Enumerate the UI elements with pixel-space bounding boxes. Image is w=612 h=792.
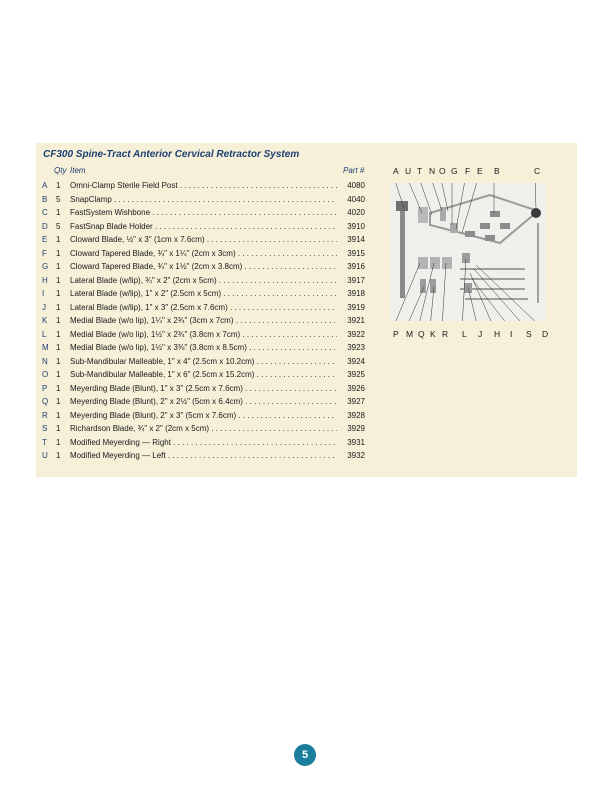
item-qty: 1 — [56, 451, 61, 460]
item-qty: 1 — [56, 424, 61, 433]
item-qty: 5 — [56, 194, 61, 204]
item-part-number: 3926 — [345, 382, 365, 396]
figure-label: S — [526, 329, 532, 339]
item-qty: 1 — [56, 248, 61, 258]
list-item — [40, 247, 365, 261]
item-letter: G — [42, 262, 49, 271]
item-description: Sub-Mandibular Malleable, 1" x 6" (2.5cm x 15.2cm) . . . — [70, 368, 337, 382]
item-description: Cloward Tapered Blade, ¾" x 1½" (2cm x 3.8cm) . . . — [70, 260, 337, 274]
item-qty: 5 — [56, 221, 61, 231]
item-part-number: 3923 — [345, 341, 365, 355]
item-qty: 1 — [56, 289, 61, 298]
item-part-number: 4080 — [345, 179, 365, 193]
list-item — [40, 287, 365, 301]
item-description: FastSystem Wishbone . . . — [70, 206, 337, 220]
item-part-number: 3929 — [345, 422, 365, 436]
item-letter: J — [42, 302, 46, 312]
item-description: Omni-Clamp Sterile Field Post . . . — [70, 179, 337, 193]
item-part-number: 3916 — [345, 260, 365, 274]
figure-label: D — [542, 329, 549, 339]
item-part-number: 3932 — [345, 449, 365, 463]
item-description: Medial Blade (w/o lip), 1½" x 2¾" (3.8cm x 7cm) . . . — [70, 328, 337, 342]
figure-label: L — [462, 329, 467, 339]
item-part-number: 3919 — [345, 301, 365, 315]
item-qty: 1 — [56, 208, 61, 217]
item-part-number: 3924 — [345, 355, 365, 369]
part-column-header: Part # — [343, 166, 365, 175]
list-item — [40, 449, 365, 463]
item-qty: 1 — [56, 437, 61, 447]
item-part-number: 3927 — [345, 395, 365, 409]
item-part-number: 4040 — [345, 193, 365, 207]
list-item — [40, 382, 365, 396]
product-code: CF300 — [43, 149, 74, 160]
item-description: Meyerding Blade (Blunt), 2" x 2½" (5cm x 6.4cm) . . . — [70, 395, 337, 409]
item-description: Lateral Blade (w/lip), 1" x 2" (2.5cm x 5cm) . . . — [70, 287, 337, 301]
item-letter: N — [42, 356, 48, 366]
figure-label: T — [417, 166, 423, 176]
item-qty: 1 — [56, 262, 61, 271]
figure-label: B — [494, 166, 500, 176]
item-letter: P — [42, 383, 48, 393]
item-qty: 1 — [56, 302, 61, 312]
item-column-header: Item — [70, 166, 86, 175]
list-item — [40, 179, 365, 193]
item-description: Sub-Mandibular Malleable, 1" x 4" (2.5cm x 10.2cm) . . . — [70, 355, 337, 369]
figure-label: E — [477, 166, 483, 176]
item-part-number: 3921 — [345, 314, 365, 328]
item-part-number: 3918 — [345, 287, 365, 301]
item-description: Lateral Blade (w/lip), 1" x 3" (2.5cm x 7.6cm) . . . — [70, 301, 337, 315]
list-item — [40, 355, 365, 369]
item-description: Modified Meyerding — Right . . . — [70, 436, 337, 450]
item-description: Cloward Tapered Blade, ¾" x 1¼" (2cm x 3cm) . . . — [70, 247, 337, 261]
parts-list — [40, 179, 365, 463]
list-item — [40, 436, 365, 450]
figure-label: M — [406, 329, 414, 339]
item-letter: T — [42, 437, 47, 447]
product-photo — [390, 183, 546, 321]
item-part-number: 3928 — [345, 409, 365, 423]
item-part-number: 3922 — [345, 328, 365, 342]
item-part-number: 3910 — [345, 220, 365, 234]
list-item — [40, 301, 365, 315]
item-qty: 1 — [56, 329, 61, 339]
figure-label: Q — [418, 329, 425, 339]
item-letter: H — [42, 275, 48, 285]
list-item — [40, 395, 365, 409]
list-item — [40, 274, 365, 288]
item-letter: M — [42, 343, 49, 352]
list-item — [40, 409, 365, 423]
item-description: Cloward Blade, ½" x 3" (1cm x 7.6cm) . . . — [70, 233, 337, 247]
list-item — [40, 314, 365, 328]
list-item — [40, 193, 365, 207]
list-item — [40, 368, 365, 382]
item-description: FastSnap Blade Holder . . . — [70, 220, 337, 234]
item-qty: 1 — [56, 235, 61, 244]
item-letter: O — [42, 370, 49, 379]
qty-column-header: Qty — [54, 166, 67, 175]
item-qty: 1 — [56, 181, 61, 190]
item-qty: 1 — [56, 343, 61, 352]
section-title — [43, 149, 299, 160]
item-part-number: 4020 — [345, 206, 365, 220]
figure-label: P — [393, 329, 399, 339]
figure-label: U — [405, 166, 412, 176]
item-letter: U — [42, 451, 48, 460]
item-qty: 1 — [56, 275, 61, 285]
item-letter: S — [42, 424, 48, 433]
list-item — [40, 220, 365, 234]
list-item — [40, 233, 365, 247]
figure-label: J — [478, 329, 483, 339]
figure-label: R — [442, 329, 449, 339]
item-description: Lateral Blade (w/lip), ¾" x 2" (2cm x 5cm) . . . — [70, 274, 337, 288]
figure-label: F — [465, 166, 471, 176]
item-part-number: 3925 — [345, 368, 365, 382]
item-part-number: 3917 — [345, 274, 365, 288]
item-letter: Q — [42, 397, 49, 406]
item-part-number: 3915 — [345, 247, 365, 261]
item-description: Meyerding Blade (Blunt), 1" x 3" (2.5cm x 7.6cm) . . . — [70, 382, 337, 396]
list-item — [40, 206, 365, 220]
list-item — [40, 260, 365, 274]
figure-label: K — [430, 329, 436, 339]
product-title: Spine-Tract Anterior Cervical Retractor System — [75, 149, 300, 160]
item-letter: L — [42, 329, 47, 339]
list-item — [40, 328, 365, 342]
list-item — [40, 341, 365, 355]
item-letter: E — [42, 235, 48, 244]
item-letter: R — [42, 410, 48, 420]
item-qty: 1 — [56, 356, 61, 366]
figure-label: A — [393, 166, 399, 176]
item-qty: 1 — [56, 410, 61, 420]
figure-label: C — [534, 166, 541, 176]
item-description: Modified Meyerding — Left . . . — [70, 449, 337, 463]
item-part-number: 3914 — [345, 233, 365, 247]
item-letter: I — [42, 289, 45, 298]
item-description: Medial Blade (w/o lip), 1¼" x 2¾" (3cm x 7cm) . . . — [70, 314, 337, 328]
item-description: Richardson Blade, ¾" x 2" (2cm x 5cm) . . . — [70, 422, 337, 436]
page-number: 5 — [294, 744, 316, 766]
figure-label: N — [429, 166, 436, 176]
item-qty: 1 — [56, 397, 61, 406]
item-letter: B — [42, 194, 48, 204]
item-qty: 1 — [56, 370, 61, 379]
list-item — [40, 422, 365, 436]
item-letter: A — [42, 181, 48, 190]
item-description: SnapClamp . . . — [70, 193, 337, 207]
figure-label: G — [451, 166, 458, 176]
item-qty: 1 — [56, 316, 61, 325]
item-description: Medial Blade (w/o lip), 1½" x 3⅜" (3.8cm x 8.5cm) . . . — [70, 341, 337, 355]
figure-label: H — [494, 329, 501, 339]
item-letter: D — [42, 221, 48, 231]
item-part-number: 3931 — [345, 436, 365, 450]
item-qty: 1 — [56, 383, 61, 393]
item-letter: F — [42, 248, 47, 258]
figure-label: I — [510, 329, 513, 339]
figure-label: O — [439, 166, 446, 176]
item-description: Meyerding Blade (Blunt), 2" x 3" (5cm x 7.6cm) . . . — [70, 409, 337, 423]
item-letter: K — [42, 316, 48, 325]
item-letter: C — [42, 208, 48, 217]
